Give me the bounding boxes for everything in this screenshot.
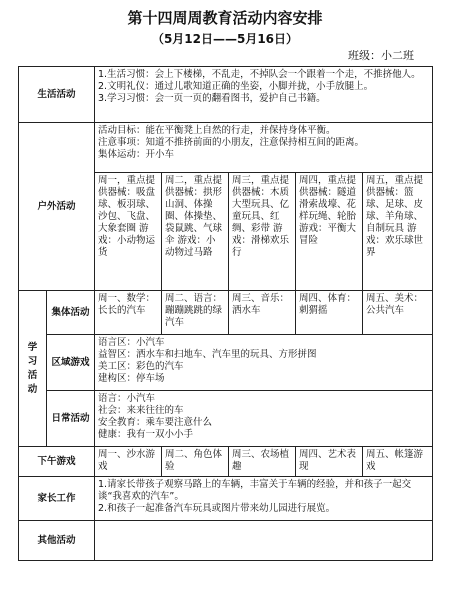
parents-line-2: 2.和孩子一起准备汽车玩具或图片带来幼儿园进行展览。 [98, 503, 336, 514]
date-range: （5月12日——5月16日） [151, 32, 299, 46]
daily-activity-label: 日常活动 [47, 391, 95, 447]
other-content [95, 521, 433, 561]
parents-label: 家长工作 [19, 477, 95, 521]
other-label: 其他活动 [19, 521, 95, 561]
group-day-thu: 周四、体育：刺猬摇 [296, 291, 363, 335]
afternoon-day-mon: 周一、沙水游戏 [95, 447, 162, 477]
life-content [95, 67, 433, 123]
area-line-3: 美工区：彩色的汽车 [98, 361, 184, 372]
daily-line-1: 语言：小汽车 [98, 393, 156, 404]
outdoor-day-thu: 周四，重点提供器械：隧道滑索战壕、花样玩绳、轮胎 游戏：平衡大冒险 [296, 173, 363, 291]
outdoor-goals [95, 123, 433, 173]
schedule-table [18, 66, 433, 561]
afternoon-day-tue: 周二、角色体验 [162, 447, 229, 477]
afternoon-day-thu: 周四、艺术表现 [296, 447, 363, 477]
life-line-2: 2.文明礼仪：通过儿歌知道正确的坐姿，小脚并拢，小手放腿上。 [98, 81, 374, 92]
outdoor-day-wed: 周三，重点提供器械：木质大型玩具、亿童玩具、红绸、彩带 游戏：滑梯欢乐行 [229, 173, 296, 291]
daily-activity-content [95, 391, 433, 447]
group-day-tue: 周二、语言：蹦蹦跳跳的绿汽车 [162, 291, 229, 335]
parents-line-1: 1.请家长带孩子观察马路上的车辆，丰富关于车辆的经验，并和孩子一起交谈“我喜欢的汽车”。 [98, 479, 412, 502]
area-line-1: 语言区：小汽车 [98, 337, 165, 348]
learning-label: 学习活动 [19, 291, 47, 447]
afternoon-label: 下午游戏 [19, 447, 95, 477]
outdoor-goal-2: 注意事项：知道不推挤前面的小朋友，注意保持相互间的距离。 [98, 137, 365, 148]
learning-group-row [19, 291, 433, 335]
life-line-3: 3.学习习惯：会一页一页的翻看图书，爱护自己书籍。 [98, 93, 326, 104]
outdoor-goal-3: 集体运动：开小车 [98, 149, 175, 160]
page-title: 第十四周周教育活动内容安排 [127, 9, 323, 27]
daily-line-3: 安全教育：乘车要注意什么 [98, 417, 213, 428]
area-game-label: 区域游戏 [47, 335, 95, 391]
daily-line-2: 社会：来来往往的车 [98, 405, 184, 416]
life-row [19, 67, 433, 123]
group-day-fri: 周五、美术：公共汽车 [363, 291, 433, 335]
daily-line-4: 健康：我有一双小小手 [98, 429, 194, 440]
outdoor-day-fri: 周五，重点提供器械：篮球、足球、皮球、羊角球、自制玩具 游戏：欢乐球世界 [363, 173, 433, 291]
group-day-wed: 周三、音乐：洒水车 [229, 291, 296, 335]
outdoor-day-tue: 周二，重点提供器械：拱形山洞、体操圈、体操垫、袋鼠跳、气球伞 游戏：小动物过马路 [162, 173, 229, 291]
outdoor-goal-row [19, 123, 433, 173]
life-label: 生活活动 [19, 67, 95, 123]
parents-row [19, 477, 433, 521]
group-activity-label: 集体活动 [47, 291, 95, 335]
area-game-content [95, 335, 433, 391]
life-line-1: 1.生活习惯：会上下楼梯，不乱走，不掉队会一个跟着一个走，不推挤他人。 [98, 69, 421, 80]
afternoon-row [19, 447, 433, 477]
afternoon-day-fri: 周五、帐篷游戏 [363, 447, 433, 477]
group-day-mon: 周一、数学：长长的汽车 [95, 291, 162, 335]
afternoon-day-wed: 周三、农场植趣 [229, 447, 296, 477]
outdoor-label: 户外活动 [19, 123, 95, 291]
parents-content [95, 477, 433, 521]
area-line-4: 建构区：停车场 [98, 373, 165, 384]
learning-daily-row [19, 391, 433, 447]
other-row [19, 521, 433, 561]
learning-area-row [19, 335, 433, 391]
outdoor-goal-1: 活动目标：能在平衡凳上自然的行走，并保持身体平衡。 [98, 125, 336, 136]
area-line-2: 益智区：洒水车和扫地车、汽车里的玩具、方形拼图 [98, 349, 317, 360]
class-label: 班级：小二班 [348, 49, 414, 62]
outdoor-day-mon: 周一，重点提供器械：吸盘球、板羽球、沙包、飞盘、大象套圈 游戏：小动物运货 [95, 173, 162, 291]
